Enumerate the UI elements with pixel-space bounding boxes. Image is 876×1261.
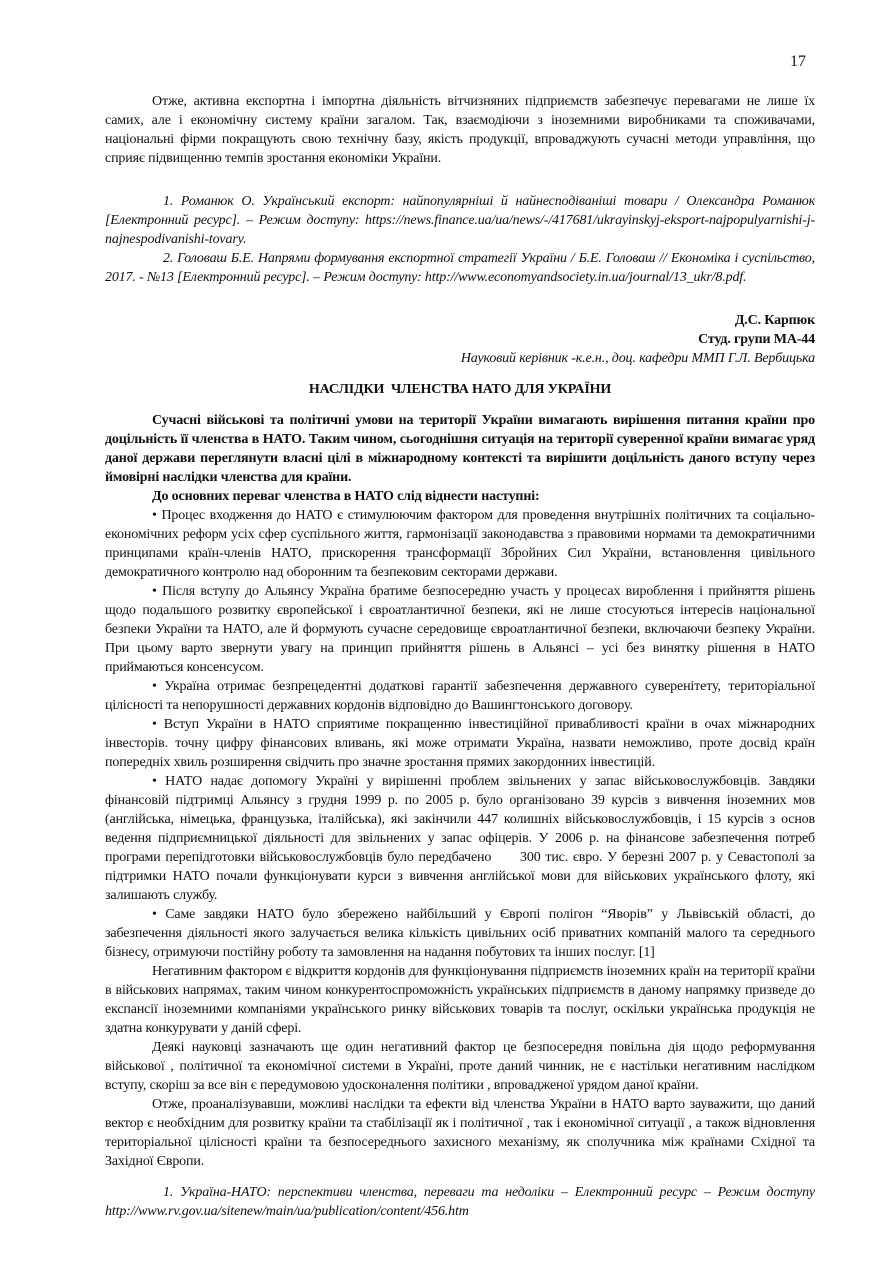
lead-paragraph: Сучасні військові та політичні умови на території України вимагають вирішення питання країни про доцільність її членства в НАТО. Таким чином, сьогоднішня ситуація на території суверенної країни вимагає уряд даної держави переглянути власні цілі в міжнародному контексті та вирішити доцільність даного вступу через ймовірні наслідки членства для країни. xyxy=(105,413,815,485)
bullet-item: • Вступ України в НАТО сприятиме покращенню інвестиційної привабливості країни в очах міжнародних інвесторів. точну цифру фінансових вливань, які може отримати Україна, назвати неможливо, проте досвід країн попередніх хвиль розширення свідчить про значне зростання прямих закордонних інвестицій. xyxy=(105,717,815,770)
scientists-paragraph: Деякі науковці зазначають ще один негативний фактор це безпосередня повільна дія щодо реформування військової , політичної та економічної системи в Україні, проте даний чинник, не є настільки негативним наслідком вступу, скоріш за все він є передумовою удосконалення політики , впровадженої урядом даної країни. xyxy=(105,1040,815,1093)
advantages-heading: До основних переваг членства в НАТО слід віднести наступні: xyxy=(152,489,540,504)
supervisor: Науковий керівник -к.е.н., доц. кафедри ММП Г.Л. Вербицька xyxy=(460,351,815,366)
bullet-item: • НАТО надає допомогу Україні у вирішенні проблем звільнених у запас військовослужбовців. Завдяки фінансовій підтримці Альянсу з грудня 1999 р. по 2005 р. було організовано 39 курсів з вивчення іноземних мов (англійська, німецька, французька, італійська), які закінчили 447 колишніх військовослужбовців, і 15 курсів з основ ведення підприємницької діяльності для звільнених у запас офіцерів. У 2006 р. на фінансове забезпечення потреб програми перепідготовки військовослужбовців було передбачено 300 тис. євро. У березні 2007 р. у Севастополі за підтримки НАТО почали функціонувати курси з вивчення англійської мови для військових українського флоту, які залишають службу. xyxy=(105,774,819,903)
reference-item: 2. Головаш Б.Е. Напрями формування експортної стратегії України / Б.Е. Головаш // Економіка і суспільство, 2017. - №13 [Електронний ресурс]. – Режим доступу: http://www.economyandsociety.in.ua/journal/13_ukr/8.pdf. xyxy=(105,251,815,285)
reference-item: 1. Романюк О. Український експорт: найпопулярніші й найнесподіваніші товари / Олександра Романюк [Електронний ресурс]. – Режим доступу: https://news.finance.ua/ua/news/-/417681/ukrayinskyj-eksport-najpopulyarnishi-j-najnespodivanishi-tovary. xyxy=(105,194,815,247)
bullet-item: • Україна отримає безпрецедентні додаткові гарантії забезпечення державного суверенітету, територіальної цілісності та непорушності державних кордонів відповідно до Вашингтонського договору. xyxy=(105,679,815,713)
author-name: Д.С. Карпюк xyxy=(734,313,815,328)
article-title: НАСЛІДКИ ЧЛЕНСТВА НАТО ДЛЯ УКРАЇНИ xyxy=(308,382,612,397)
bullet-item: • Процес входження до НАТО є стимулюючим фактором для проведення внутрішніх політичних та соціально-економічних реформ усіх сфер суспільного життя, гармонізації законодавства з правовими нормами та демократичними принципами країн-членів НАТО, прискорення трансформації Збройних Сил України, встановлення цивільного демократичного контролю над оборонним та безпековим секторами держави. xyxy=(105,508,815,580)
bullet-item: • Після вступу до Альянсу Україна братиме безпосередню участь у процесах вироблення і прийняття рішень щодо подальшого розвитку європейської і євроатлантичної безпеки, які не лише стосуються інтересів національної безпеки України та НАТО, але й формують сучасне середовище євроатлантичної безпеки, включаючи безпеку України. При цьому варто звернути увагу на принцип прийняття рішень в Альянсі – усі без винятку рішення в НАТО приймаються консенсусом. xyxy=(105,584,815,675)
page-number: 17 xyxy=(790,53,806,70)
intro-paragraph: Отже, активна експортна і імпортна діяльність вітчизняних підприємств забезпечує перевагами не лише їх самих, але і економічну систему країни загалом. Так, взаємодіючи з іноземними виробниками та споживачами, національні фірми покращують свою технічну базу, якість продукції, впроваджують сучасні методи управління, що сприяє підвищенню темпів зростання економіки України. xyxy=(105,94,815,166)
reference-item: 1. Україна-НАТО: перспективи членства, переваги та недоліки – Електронний ресурс – Режим доступу http://www.rv.gov.ua/sitenew/main/ua/publication/content/456.htm xyxy=(105,1185,815,1219)
conclusion-paragraph: Отже, проаналізувавши, можливі наслідки та ефекти від членства України в НАТО варто зауважити, що даний вектор є необхідним для розвитку країни та стабілізації як і політичної , так і економічної ситуації , а також відновлення територіальної цілісності країни та безпосереднього захисного механізму, як сполучника між країнами Східної та Західної Європи. xyxy=(105,1097,815,1169)
bullet-item: • Саме завдяки НАТО було збережено найбільший у Європі полігон “Яворів” у Львівській області, до забезпечення діяльності якого залучається велика кількість цивільних осіб приватних компаній малого та середнього бізнесу, отримуючи постійну роботу та замовлення на надання побутових та інших послуг. [1] xyxy=(105,907,815,960)
author-group: Студ. групи МА-44 xyxy=(698,332,815,347)
negative-paragraph: Негативним фактором є відкриття кордонів для функціонування підприємств іноземних країн на території країни в військових напрямах, таким чином конкурентоспроможність українських підприємств в даному напрямку призведе до експансії іноземними компаніями українського ринку військових товарів та послуг, оскільки українська продукція не здатна конкурувати у даній сфері. xyxy=(105,964,815,1036)
